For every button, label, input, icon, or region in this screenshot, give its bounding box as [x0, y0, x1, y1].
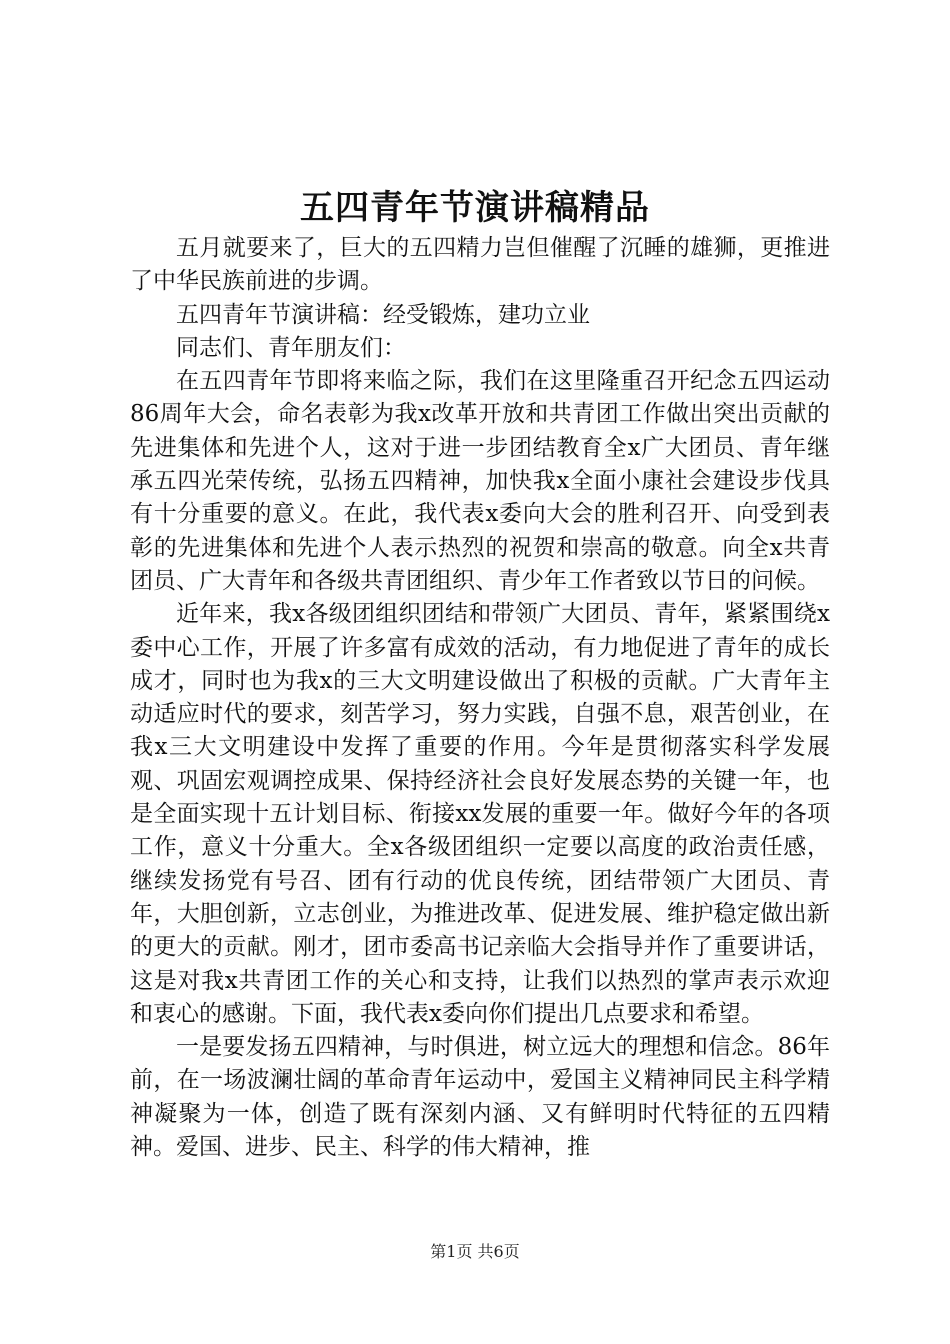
paragraph-opening: 在五四青年节即将来临之际，我们在这里隆重召开纪念五四运动86周年大会，命名表彰为我x改革开放和共青团工作做出突出贡献的先进集体和先进个人，这对于进一步团结教育全x广大团员、青年继承五四光荣传统，弘扬五四精神，加快我x全面小康社会建设步伐具有十分重要的意义。在此，我代表x委向大会的胜利召开、向受到表彰的先进集体和先进个人表示热烈的祝贺和崇高的敬意。向全x共青团员、广大青年和各级共青团组织、青少年工作者致以节日的问候。 [130, 368, 830, 594]
page-footer: 第1页 共6页 [430, 1242, 520, 1261]
paragraph-intro: 五月就要来了，巨大的五四精力岂但催醒了沉睡的雄狮，更推进了中华民族前进的步调。 [130, 235, 830, 295]
paragraph-achievements: 近年来，我x各级团组织团结和带领广大团员、青年，紧紧围绕x委中心工作，开展了许多富有成效的活动，有力地促进了青年的成长成才，同时也为我x的三大文明建设做出了积极的贡献。广大青年主动适应时代的要求，刻苦学习，努力实践，自强不息，艰苦创业，在我x三大文明建设中发挥了重要的作用。今年是贯彻落实科学发展观、巩固宏观调控成果、保持经济社会良好发展态势的关键一年，也是全面实现十五计划目标、衔接xx发展的重要一年。做好今年的各项工作，意义十分重大。全x各级团组织一定要以高度的政治责任感，继续发扬党有号召、团有行动的优良传统，团结带领广大团员、青年，大胆创新，立志创业，为推进改革、促进发展、维护稳定做出新的更大的贡献。刚才，团市委高书记亲临大会指导并作了重要讲话，这是对我x共青团工作的关心和支持，让我们以热烈的掌声表示欢迎和衷心的感谢。下面，我代表x委向你们提出几点要求和希望。 [130, 601, 830, 1027]
paragraph-subtitle: 五四青年节演讲稿：经受锻炼，建功立业 [176, 301, 590, 328]
document-title: 五四青年节演讲稿精品 [300, 188, 650, 228]
document-body [130, 232, 830, 1164]
paragraph-salutation: 同志们、青年朋友们： [176, 334, 406, 361]
paragraph-point-one: 一是要发扬五四精神，与时俱进，树立远大的理想和信念。86年前，在一场波澜壮阔的革命青年运动中，爱国主义精神同民主科学精神凝聚为一体，创造了既有深刻内涵、又有鲜明时代特征的五四精神。爱国、进步、民主、科学的伟大精神，推 [130, 1034, 830, 1161]
